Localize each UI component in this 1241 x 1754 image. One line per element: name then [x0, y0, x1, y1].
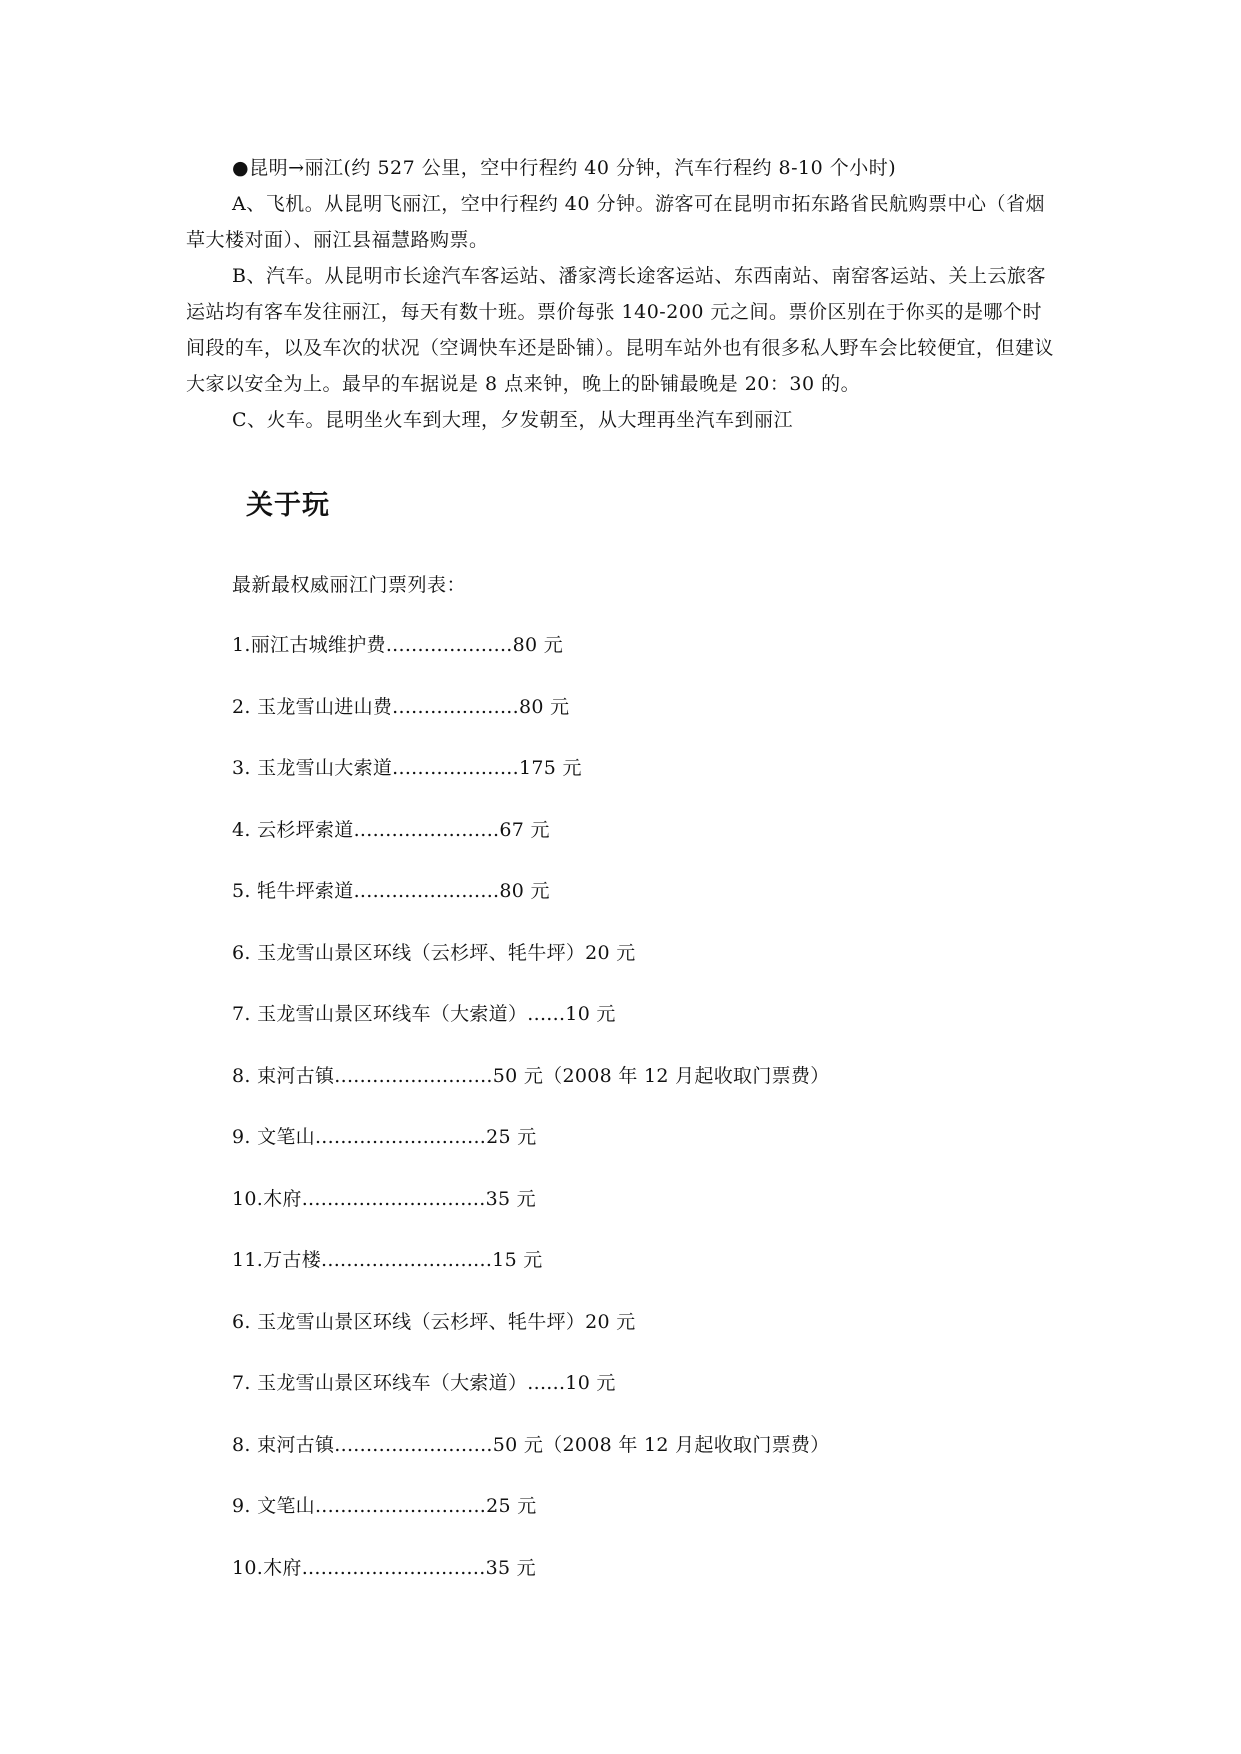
ticket-list	[232, 630, 1032, 1614]
train-paragraph	[186, 402, 1056, 438]
bus-paragraph	[186, 258, 1056, 402]
ticket-row: 5. 牦牛坪索道.......................80 元	[232, 880, 550, 902]
ticket-row: 4. 云杉坪索道.......................67 元	[232, 818, 550, 841]
route-text: ●昆明→丽江(约 527 公里，空中行程约 40 分钟，汽车行程约 8-10 个小时)	[232, 157, 897, 179]
train-text: C、火车。昆明坐火车到大理，夕发朝至，从大理再坐汽车到丽江	[232, 409, 794, 431]
ticket-row: 8. 束河古镇.........................50 元（2008 年 12 月起收取门票费）	[232, 1064, 830, 1087]
ticket-row: 7. 玉龙雪山景区环线车（大索道）......10 元	[232, 1372, 616, 1394]
ticket-row: 9. 文笔山...........................25 元	[232, 1495, 537, 1517]
ticket-row: 10.木府.............................35 元	[232, 1556, 536, 1579]
ticket-row: 8. 束河古镇.........................50 元（2008 年 12 月起收取门票费）	[232, 1433, 830, 1456]
ticket-row: 10.木府.............................35 元	[232, 1187, 536, 1210]
route-paragraph	[186, 150, 1056, 186]
ticket-row: 3. 玉龙雪山大索道....................175 元	[232, 757, 582, 779]
ticket-row: 9. 文笔山...........................25 元	[232, 1126, 537, 1148]
plane-paragraph	[186, 186, 1056, 258]
ticket-list-title: 最新最权威丽江门票列表：	[232, 574, 467, 596]
plane-text: A、飞机。从昆明飞丽江，空中行程约 40 分钟。游客可在昆明市拓东路省民航购票中心（省烟草大楼对面）、丽江县福慧路购票。	[186, 193, 1045, 251]
bus-text: B、汽车。从昆明市长途汽车客运站、潘家湾长途客运站、东西南站、南窑客运站、关上云旅客运站均有客车发往丽江，每天有数十班。票价每张 140-200 元之间。票价区别在于你买的是哪个时间段的车，以及车次的状况（空调快车还是卧铺）。昆明车站外也有很多私人野车会比较便宜，但建议大家以安全为上。最早的车据说是 8 点来钟，晚上的卧铺最晚是 20：30 的。	[186, 265, 1055, 395]
ticket-row: 1.丽江古城维护费....................80 元	[232, 634, 564, 656]
ticket-row: 6. 玉龙雪山景区环线（云杉坪、牦牛坪）20 元	[232, 941, 636, 964]
ticket-row: 7. 玉龙雪山景区环线车（大索道）......10 元	[232, 1003, 616, 1025]
ticket-row: 6. 玉龙雪山景区环线（云杉坪、牦牛坪）20 元	[232, 1310, 636, 1333]
ticket-row: 11.万古楼...........................15 元	[232, 1249, 543, 1271]
ticket-row: 2. 玉龙雪山进山费....................80 元	[232, 695, 570, 718]
section-heading: 关于玩	[246, 490, 330, 521]
